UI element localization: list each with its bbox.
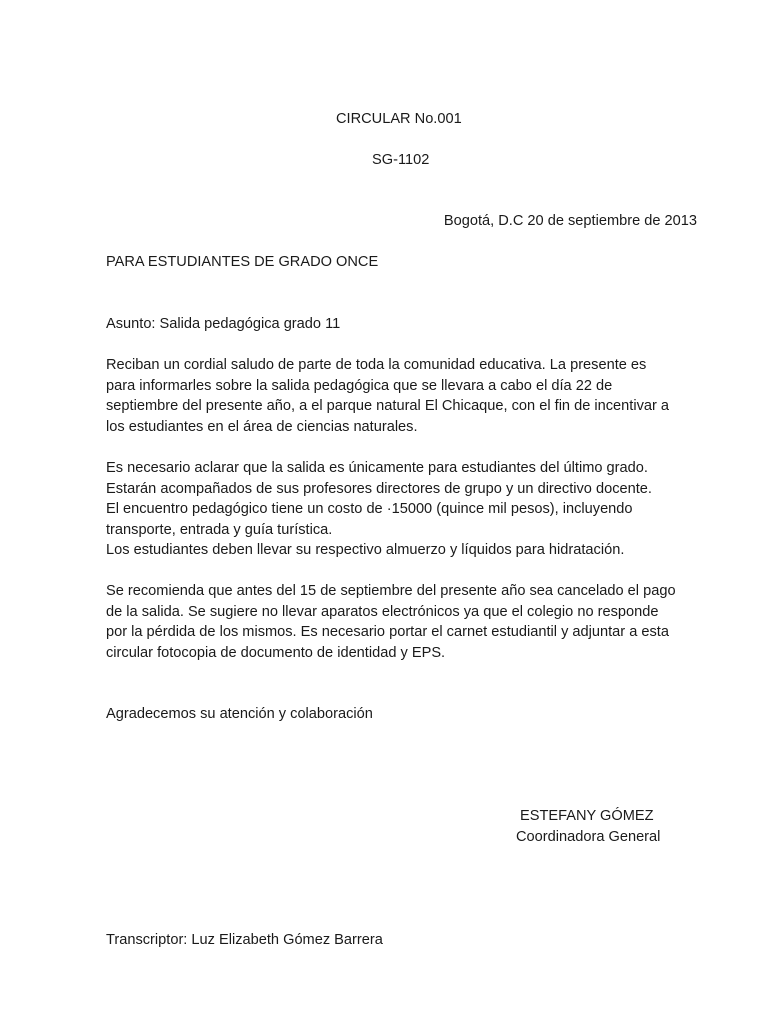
- paragraph-line: para informarles sobre la salida pedagógica que se llevara a cabo el día 22 de: [106, 377, 613, 394]
- document-code: SG-1102: [372, 152, 430, 168]
- paragraph-line: los estudiantes en el área de ciencias naturales.: [106, 418, 418, 435]
- closing-line: Agradecemos su atención y colaboración: [106, 706, 373, 722]
- paragraph-line: de la salida. Se sugiere no llevar aparatos electrónicos ya que el colegio no responde: [106, 603, 659, 620]
- document-date: Bogotá, D.C 20 de septiembre de 2013: [443, 213, 697, 229]
- subject-line: Asunto: Salida pedagógica grado 11: [106, 316, 341, 332]
- paragraph-line: Los estudiantes deben llevar su respectivo almuerzo y líquidos para hidratación.: [106, 542, 625, 559]
- paragraph-line: Estarán acompañados de sus profesores directores de grupo y un directivo docente.: [106, 480, 652, 497]
- paragraph-line: Es necesario aclarar que la salida es únicamente para estudiantes del último grado.: [106, 460, 648, 476]
- recipients-line: PARA ESTUDIANTES DE GRADO ONCE: [106, 254, 379, 270]
- paragraph-line: Se recomienda que antes del 15 de septiembre del presente año sea cancelado el pago: [106, 583, 676, 599]
- paragraph-recommendations: [106, 581, 706, 663]
- paragraph-line: septiembre del presente año, a el parque natural El Chicaque, con el fin de incentivar a: [106, 398, 670, 415]
- paragraph-details: [106, 458, 706, 561]
- paragraph-line: Reciban un cordial saludo de parte de toda la comunidad educativa. La presente es: [106, 357, 647, 373]
- transcriptor-line: Transcriptor: Luz Elizabeth Gómez Barrera: [106, 932, 383, 948]
- circular-number: CIRCULAR No.001: [336, 111, 462, 127]
- paragraph-line: por la pérdida de los mismos. Es necesario portar el carnet estudiantil y adjuntar a esta: [106, 624, 669, 641]
- signature-name: ESTEFANY GÓMEZ: [520, 808, 654, 824]
- paragraph-line: transporte, entrada y guía turística.: [106, 521, 333, 538]
- paragraph-line: circular fotocopia de documento de identidad y EPS.: [106, 644, 446, 661]
- paragraph-line: El encuentro pedagógico tiene un costo de ·15000 (quince mil pesos), incluyendo: [106, 501, 633, 518]
- paragraph-greeting: [106, 355, 706, 437]
- signature-title: Coordinadora General: [516, 829, 661, 845]
